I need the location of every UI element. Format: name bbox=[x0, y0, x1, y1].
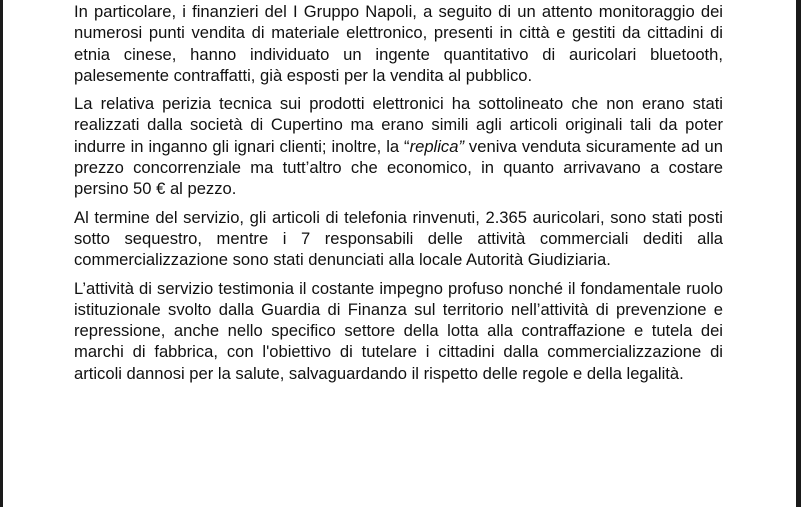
viewer-scrollbar-edge[interactable] bbox=[796, 0, 801, 507]
document-page bbox=[74, 0, 723, 507]
paragraph-technical-report bbox=[74, 93, 723, 199]
paragraph-technical-report-text-start: La relativa perizia tecnica sui prodotti elettronici ha sottolineato che non erano stati realizzati dalla società di Cupertino ma erano simili agli articoli originali tali da poter indurre in inganno gli ignari clienti; inoltre, la “ bbox=[74, 94, 723, 156]
paragraph-technical-report-text-end: veniva venduta sicuramente ad un prezzo concorrenziale ma tutt’altro che economico, in quanto arrivavano a costare persino 50 € al pezzo. bbox=[74, 136, 723, 199]
paragraph-seizure-intro: In particolare, i finanzieri del I Gruppo Napoli, a seguito di un attento monitoraggio dei numerosi punti vendita di materiale elettronico, presenti in città e gestiti da cittadini di etnia cinese, hanno individuato un ingente quantitativo di auricolari bluetooth, palesemente contraffatti, già esposti per la vendita al pubblico. bbox=[74, 2, 723, 85]
viewer-left-edge bbox=[0, 0, 3, 507]
paragraph-service-commitment: L’attività di servizio testimonia il costante impegno profuso nonché il fondamentale ruolo istituzionale svolto dalla Guardia di Finanza sul territorio nell’attività di prevenzione e repressione, anche nello specifico settore della lotta alla contraffazione e tutela dei marchi di fabbrica, con l'obiettivo di tutelare i cittadini dalla commercializzazione di articoli dannosi per la salute, salvaguardando il rispetto delle regole e della legalità. bbox=[74, 278, 723, 383]
replica-term: replica” bbox=[409, 136, 464, 156]
paragraph-service-results: Al termine del servizio, gli articoli di telefonia rinvenuti, 2.365 auricolari, sono stati posti sotto sequestro, mentre i 7 responsabili delle attività commerciali dediti alla commercializzazione sono stati denunciati alla locale Autorità Giudiziaria. bbox=[74, 207, 723, 270]
